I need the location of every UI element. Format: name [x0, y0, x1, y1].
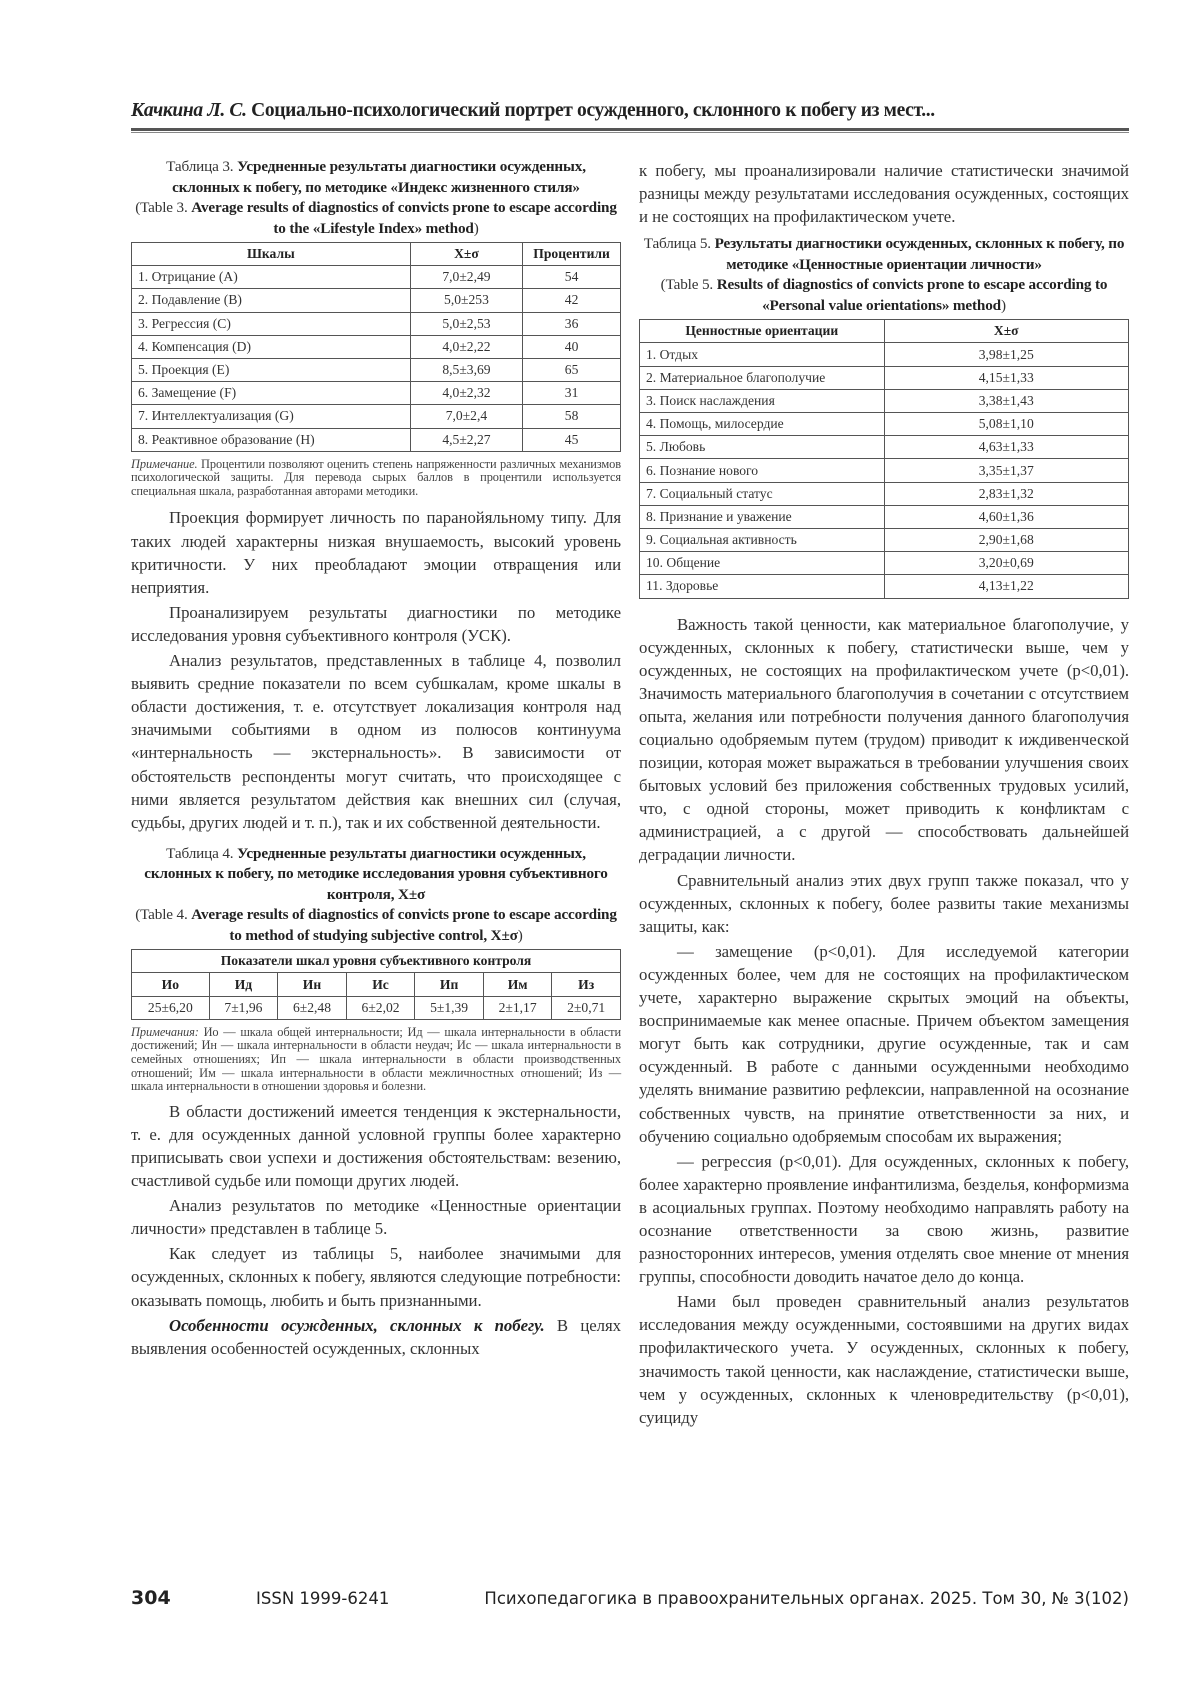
list-item: — регрессия (p<0,01). Для осужденных, склонных к побегу, более характерно проявление инфантилизма, безделья, конформизма в асоциальных группах. Поэтому необходимо направлять работу на осознание ответственности за свою жизнь, развитие разносторонних интересов, умения отделять свое мнение от мнения группы, способности доводить начатое дело до конца. — [639, 1151, 1129, 1287]
page-number: 304 — [131, 1587, 171, 1609]
table5-label-en: (Table 5. — [660, 276, 714, 294]
cell: 31 — [523, 382, 621, 405]
table-row — [640, 552, 1129, 575]
table-row — [132, 312, 621, 335]
table-row — [132, 382, 621, 405]
table4-header: Из — [552, 973, 621, 996]
cell: 4. Компенсация (D) — [132, 335, 411, 358]
table4-header: Им — [483, 973, 552, 996]
cell: 8. Признание и уважение — [640, 505, 885, 528]
table-row — [132, 335, 621, 358]
cell: 9. Социальная активность — [640, 528, 885, 551]
paragraph — [131, 1314, 621, 1360]
caption-paren: ) — [1000, 296, 1006, 314]
table3-label: Таблица 3. — [166, 158, 234, 175]
caption-paren: ) — [473, 219, 479, 237]
table4-header: Ис — [346, 973, 415, 996]
table5-title-ru: Результаты диагностики осужденных, склонных к побегу, по методике «Ценностные ориентации личности» — [714, 235, 1125, 273]
cell: 2,90±1,68 — [884, 528, 1129, 551]
table4-title-ru: Усредненные результаты диагностики осужденных, склонных к побегу, по методике исследования уровня субъективного контроля, X±σ — [144, 844, 608, 903]
table5-header-values: Ценностные ориентации — [640, 320, 885, 343]
cell: 2±1,17 — [483, 996, 552, 1019]
table3-label-en: (Table 3. — [135, 199, 188, 216]
table-row — [132, 428, 621, 451]
cell: 5,0±2,53 — [410, 312, 522, 335]
table-row — [132, 266, 621, 289]
paragraph: Сравнительный анализ этих двух групп также показал, что у осужденных, склонных к побегу, более развиты такие механизмы защиты, как: — [639, 870, 1129, 936]
table-row — [640, 366, 1129, 389]
paragraph: к побегу, мы проанализировали наличие статистически значимой разницы между результатами исследования осужденных, состоящих и не состоящих на профилактическом учете. — [639, 161, 1129, 227]
section-heading: Особенности осужденных, склонных к побегу. — [169, 1315, 545, 1335]
table4-label-en: (Table 4. — [135, 906, 188, 924]
paragraph: Анализ результатов по методике «Ценностные ориентации личности» представлен в таблице 5. — [131, 1196, 621, 1239]
table4-header: Ид — [209, 973, 278, 996]
table4-header: Ин — [278, 973, 347, 996]
table3-header-mean: X±σ — [410, 243, 522, 266]
cell: 4,0±2,22 — [410, 335, 522, 358]
table-row — [640, 528, 1129, 551]
cell: 4,13±1,22 — [884, 575, 1129, 598]
table3 — [131, 242, 621, 452]
table4-header: Ип — [415, 973, 484, 996]
table5-header-mean: X±σ — [884, 320, 1129, 343]
table-row — [132, 996, 621, 1019]
cell: 6. Замещение (F) — [132, 382, 411, 405]
cell: 5±1,39 — [415, 996, 484, 1019]
cell: 3. Поиск наслаждения — [640, 389, 885, 412]
cell: 6±2,48 — [278, 996, 347, 1019]
table-row — [640, 459, 1129, 482]
cell: 54 — [523, 266, 621, 289]
note-text: Процентили позволяют оценить степень напряженности различных механизмов психологической защиты. Для перевода сырых баллов в процентили используется специальная шкала, разработанная авторами методики. — [131, 456, 621, 498]
cell: 4,15±1,33 — [884, 366, 1129, 389]
table3-title-ru: Усредненные результаты диагностики осужденных, склонных к побегу, по методике «Индекс жизненного стиля» — [172, 158, 586, 196]
table3-header-percentiles: Процентили — [523, 243, 621, 266]
table4-group-header: Показатели шкал уровня субъективного контроля — [132, 950, 621, 973]
table-row — [640, 413, 1129, 436]
table5-title-en: Results of diagnostics of convicts prone to escape according to «Personal value orientations» method — [716, 276, 1108, 314]
paragraph: Как следует из таблицы 5, наиболее значимыми для осужденных, склонных к побегу, являются следующие потребности: оказывать помощь, любить и быть признанными. — [131, 1244, 621, 1310]
paragraph: Проанализируем результаты диагностики по методике исследования уровня субъективного контроля (УСК). — [131, 602, 621, 645]
cell: 25±6,20 — [132, 996, 210, 1019]
table-row — [640, 389, 1129, 412]
table-row — [132, 405, 621, 428]
caption-paren: ) — [517, 926, 523, 944]
right-column — [639, 157, 1129, 1429]
cell: 8. Реактивное образование (H) — [132, 428, 411, 451]
cell: 3,35±1,37 — [884, 459, 1129, 482]
running-head — [131, 100, 1129, 122]
cell: 5. Проекция (E) — [132, 358, 411, 381]
header-rule — [131, 128, 1129, 133]
paragraph: Анализ результатов, представленных в таблице 4, позволил выявить средние показатели по всем субшкалам, кроме шкалы в области достижения, т. е. отсутствует локализация контроля над значимыми событиями в одном из полюсов континуума «интернальность — экстернальность». В зависимости от обстоятельств респонденты могут считать, что происходящее с ними является результатом действия как внешних сил (случая, судьбы, других людей и т. п.), так и их собственной деятельности. — [131, 651, 621, 832]
running-head-author: Качкина Л. С. — [131, 100, 247, 121]
cell: 3,98±1,25 — [884, 343, 1129, 366]
table-row — [640, 482, 1129, 505]
table4-title-en: Average results of diagnostics of convicts prone to escape according to method of studying subjective control, X±σ — [191, 906, 617, 944]
journal-citation: Психопедагогика в правоохранительных органах. 2025. Том 30, № 3(102) — [484, 1589, 1129, 1608]
cell: 2. Подавление (B) — [132, 289, 411, 312]
cell: 3. Регрессия (C) — [132, 312, 411, 335]
table4-caption — [131, 844, 621, 947]
cell: 7±1,96 — [209, 996, 278, 1019]
cell: 6±2,02 — [346, 996, 415, 1019]
issn: ISSN 1999-6241 — [256, 1589, 390, 1608]
cell: 4,5±2,27 — [410, 428, 522, 451]
paragraph: Нами был проведен сравнительный анализ результатов исследования между осужденными, состоявшими на других видах профилактического учета. У осужденных, склонных к побегу, значимость такой ценности, как наслаждение, статистически выше, чем у осужденных, склонных к членовредительству (p<0,01), суициду — [639, 1292, 1129, 1427]
cell: 42 — [523, 289, 621, 312]
cell: 5,08±1,10 — [884, 413, 1129, 436]
table4-label: Таблица 4. — [166, 844, 234, 862]
table5-label: Таблица 5. — [643, 235, 711, 253]
paragraph-text: В целях выявления особенностей осужденных, склонных — [131, 1315, 621, 1358]
cell: 1. Отрицание (A) — [132, 266, 411, 289]
cell: 65 — [523, 358, 621, 381]
cell: 7. Социальный статус — [640, 482, 885, 505]
table-row — [640, 575, 1129, 598]
table5-caption — [639, 234, 1129, 316]
note-label: Примечания: — [131, 1024, 199, 1039]
cell: 2,83±1,32 — [884, 482, 1129, 505]
cell: 11. Здоровье — [640, 575, 885, 598]
note-text: Ио — шкала общей интернальности; Ид — шкала интернальности в области достижений; Ин — шкала интернальности в области неудач; Ис — шкала интернальности в семейных отношениях; Ип — шкала интернальности в области производственных отношений; Им — шкала интернальности в области межличностных отношений; Из — шкала интернальности в отношении здоровья и болезни. — [131, 1024, 621, 1094]
cell: 1. Отдых — [640, 343, 885, 366]
note-label: Примечание. — [131, 456, 198, 471]
table4-note — [131, 1026, 621, 1094]
cell: 10. Общение — [640, 552, 885, 575]
cell: 4,0±2,32 — [410, 382, 522, 405]
cell: 8,5±3,69 — [410, 358, 522, 381]
cell: 3,38±1,43 — [884, 389, 1129, 412]
cell: 45 — [523, 428, 621, 451]
running-head-title: Социально-психологический портрет осужденного, склонного к побегу из мест... — [251, 100, 935, 121]
cell: 4. Помощь, милосердие — [640, 413, 885, 436]
table3-header-scales: Шкалы — [132, 243, 411, 266]
cell: 2. Материальное благополучие — [640, 366, 885, 389]
list-item: — замещение (p<0,01). Для исследуемой категории осужденных более, чем для не состоящих на профилактическом учете, характерно выражение скрытых эмоций на объекты, воспринимаемые как менее опасные. Причем объектом замещения могут быть как сотрудники, другие осужденные, так и сам осужденный. В работе с данными осужденными необходимо уделять внимание развитию рефлексии, направленной на осознание собственных чувств, на принятие ответственности за них, и обучению социально одобряемым способам их выражения; — [639, 941, 1129, 1146]
cell: 58 — [523, 405, 621, 428]
table3-note — [131, 458, 621, 499]
paragraph: В области достижений имеется тенденция к экстернальности, т. е. для осужденных данной условной группы более характерно приписывать свои успехи и достижения обстоятельствам: везению, счастливой судьбе или помощи других людей. — [131, 1101, 621, 1191]
table4 — [131, 949, 621, 1020]
paragraph: Проекция формирует личность по паранойяльному типу. Для таких людей характерны низкая внушаемость, высокий уровень критичности. У них преобладают эмоции отвращения или неприятия. — [131, 508, 621, 597]
cell: 7,0±2,4 — [410, 405, 522, 428]
table3-title-en: Average results of diagnostics of convicts prone to escape according to the «Lifestyle Index» method — [191, 199, 617, 237]
cell: 3,20±0,69 — [884, 552, 1129, 575]
table-row — [132, 289, 621, 312]
cell: 40 — [523, 335, 621, 358]
table4-header: Ио — [132, 973, 210, 996]
cell: 6. Познание нового — [640, 459, 885, 482]
table-row — [132, 358, 621, 381]
paragraph: Важность такой ценности, как материальное благополучие, у осужденных, склонных к побегу, статистически выше, чем у осужденных, не состоящих на профилактическом учете (p<0,01). Значимость материального благополучия в сочетании с отсутствием опыта, желания или потребности получения данного благополучия социально одобряемым путем (трудом) приводит к иждивенческой позиции, которая может выражаться в требовании улучшения своих бытовых условий без приложения собственных трудовых усилий, что, с одной стороны, может приводить к конфликтам с администрацией, а с другой — способствовать дальнейшей деградации личности. — [639, 614, 1129, 865]
cell: 4,63±1,33 — [884, 436, 1129, 459]
cell: 7,0±2,49 — [410, 266, 522, 289]
left-column — [131, 157, 621, 1360]
table-row — [640, 436, 1129, 459]
table3-caption — [131, 157, 621, 239]
cell: 4,60±1,36 — [884, 505, 1129, 528]
table5 — [639, 319, 1129, 598]
table-row — [640, 505, 1129, 528]
cell: 5,0±253 — [410, 289, 522, 312]
cell: 5. Любовь — [640, 436, 885, 459]
cell: 7. Интеллектуализация (G) — [132, 405, 411, 428]
table-row — [640, 343, 1129, 366]
cell: 36 — [523, 312, 621, 335]
cell: 2±0,71 — [552, 996, 621, 1019]
